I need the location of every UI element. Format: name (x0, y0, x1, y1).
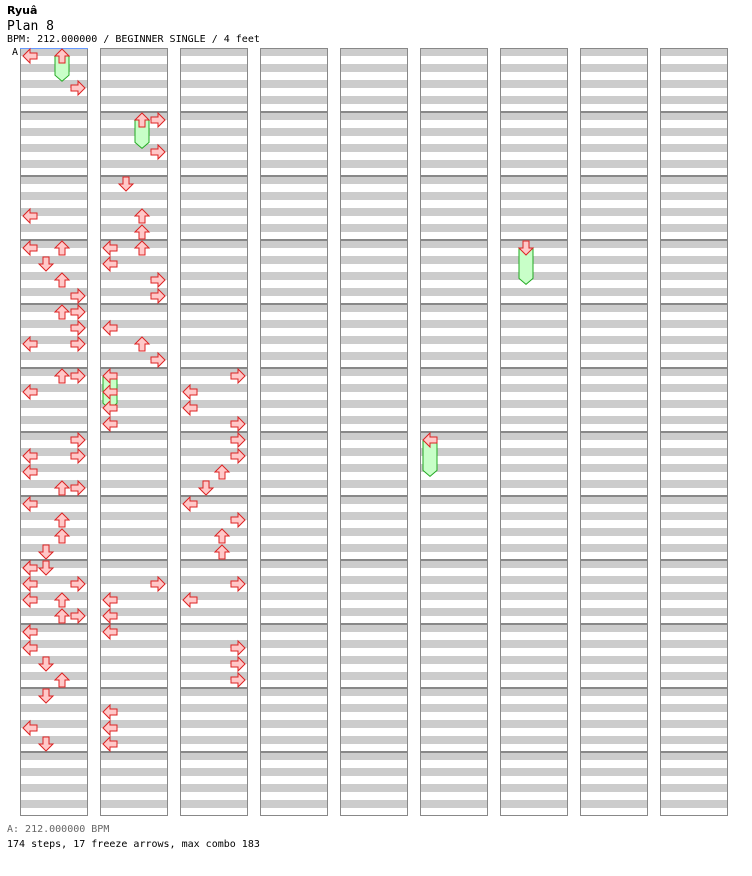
song-title: Plan 8 (7, 19, 54, 34)
measure (100, 496, 168, 560)
measure (340, 496, 408, 560)
measure (260, 624, 328, 688)
measure (500, 176, 568, 240)
measure (260, 304, 328, 368)
measure (580, 752, 648, 816)
measure (180, 176, 248, 240)
measure (340, 304, 408, 368)
measure (340, 368, 408, 432)
measure (420, 112, 488, 176)
chart-column (180, 48, 248, 816)
measure (340, 112, 408, 176)
chart-column (260, 48, 328, 816)
measure (180, 112, 248, 176)
measure (500, 368, 568, 432)
measure (500, 752, 568, 816)
measure (580, 240, 648, 304)
measure (580, 112, 648, 176)
chart-column (100, 48, 168, 816)
measure (420, 752, 488, 816)
measure (260, 432, 328, 496)
measure (340, 240, 408, 304)
measure (500, 496, 568, 560)
chart-column (500, 48, 568, 816)
measure (100, 48, 168, 112)
song-artist: Ryuâ (7, 4, 38, 17)
measure (420, 368, 488, 432)
measure (500, 48, 568, 112)
measure (100, 752, 168, 816)
measure (340, 560, 408, 624)
measure (20, 688, 88, 752)
measure (580, 176, 648, 240)
measure (420, 240, 488, 304)
measure (420, 304, 488, 368)
chart-column (580, 48, 648, 816)
measure (100, 176, 168, 240)
measure (180, 304, 248, 368)
chart-column (340, 48, 408, 816)
measure (580, 496, 648, 560)
measure (260, 112, 328, 176)
measure (500, 240, 568, 304)
measure (260, 496, 328, 560)
measure (180, 688, 248, 752)
measure (420, 176, 488, 240)
measure (660, 752, 728, 816)
measure (20, 176, 88, 240)
measure (180, 48, 248, 112)
measure (260, 176, 328, 240)
measure (260, 560, 328, 624)
chart-column (420, 48, 488, 816)
measure (420, 496, 488, 560)
measure (660, 496, 728, 560)
measure (100, 432, 168, 496)
measure (340, 48, 408, 112)
measure (580, 560, 648, 624)
measure (340, 432, 408, 496)
measure (660, 688, 728, 752)
measure (500, 624, 568, 688)
measure (500, 560, 568, 624)
measure (420, 688, 488, 752)
measure (260, 368, 328, 432)
measure (340, 624, 408, 688)
chart-column (20, 48, 88, 816)
measure (420, 560, 488, 624)
measure (340, 176, 408, 240)
measure (500, 112, 568, 176)
measure (180, 560, 248, 624)
measure (660, 304, 728, 368)
bpm-marker: A (12, 47, 19, 58)
measure (580, 48, 648, 112)
measure (260, 688, 328, 752)
measure (340, 752, 408, 816)
measure (260, 240, 328, 304)
measure (340, 688, 408, 752)
measure (660, 176, 728, 240)
measure (420, 624, 488, 688)
measure (580, 688, 648, 752)
measure (580, 624, 648, 688)
measure (660, 624, 728, 688)
chart-info: BPM: 212.000000 / BEGINNER SINGLE / 4 feet (7, 34, 260, 45)
measure (20, 752, 88, 816)
measure (260, 48, 328, 112)
chart-stats: 174 steps, 17 freeze arrows, max combo 183 (7, 839, 260, 850)
measure (180, 752, 248, 816)
measure (180, 240, 248, 304)
measure (500, 432, 568, 496)
measure (20, 112, 88, 176)
measure (580, 368, 648, 432)
measure (660, 240, 728, 304)
measure (580, 432, 648, 496)
measure (660, 48, 728, 112)
measure (660, 112, 728, 176)
measure (500, 304, 568, 368)
measure (660, 560, 728, 624)
bpm-legend: A: 212.000000 BPM (7, 824, 110, 835)
measure (660, 368, 728, 432)
measure (580, 304, 648, 368)
chart-column (660, 48, 728, 816)
measure (420, 48, 488, 112)
measure (500, 688, 568, 752)
measure (660, 432, 728, 496)
measure (260, 752, 328, 816)
